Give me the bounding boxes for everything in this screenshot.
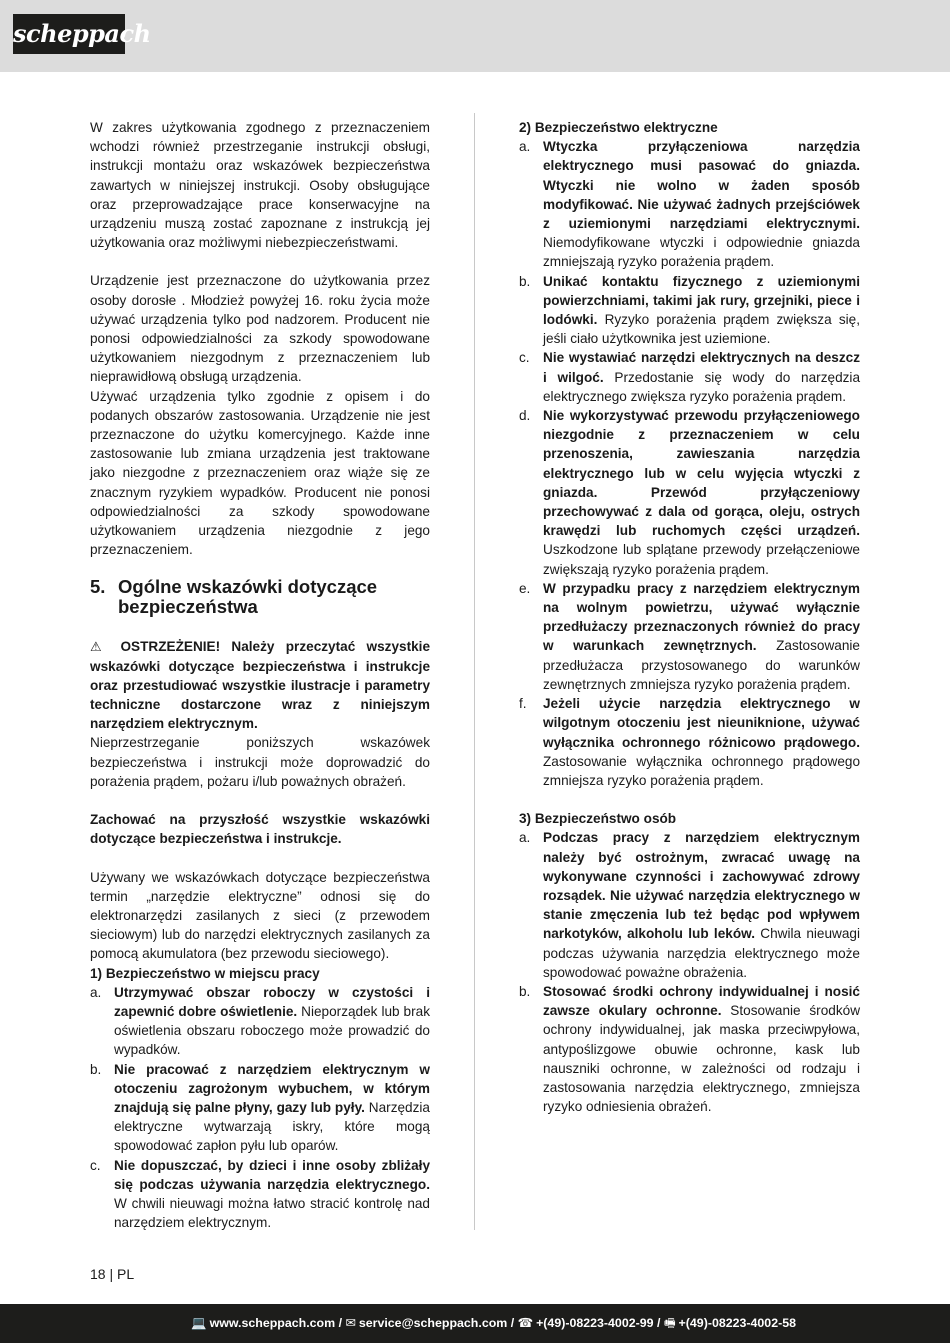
- list-item: [90, 1156, 430, 1233]
- list-item-explanation: Zastosowanie przedłużacza przystosowanego do warunków zewnętrznych zmniejsza ryzyko porażenia prądem.: [543, 638, 860, 692]
- mail-icon: ✉: [345, 1316, 356, 1330]
- list-item-bold: Nie wykorzystywać przewodu przyłączeniowego niezgodnie z przeznaczeniem w celu przenoszenia, zawieszania narzędzia elektrycznego lub w celu wyjęcia wtyczki z gniazda. Przewód przyłączeniowy przechowywać z dala od gorąca, oleju, ostrych krawędzi lub ruchomych części urządzeń.: [543, 408, 860, 539]
- list-item-text: [114, 1060, 430, 1156]
- section-title: Ogólne wskazówki dotyczące bezpieczeństwa: [118, 576, 378, 618]
- fax-icon: 🖷: [663, 1316, 676, 1330]
- list-item-label: b.: [519, 983, 531, 999]
- list-item-explanation: W chwili nieuwagi można łatwo stracić kontrolę nad narzędziem elektrycznym.: [114, 1195, 430, 1231]
- section-number: 5.: [90, 576, 106, 598]
- list-item-explanation: Przedostanie się wody do narzędzia elektrycznego zwiększa ryzyko porażenia prądem.: [543, 369, 861, 404]
- list-item-text: [114, 983, 430, 1060]
- computer-icon: 💻: [191, 1316, 207, 1330]
- right-column: [519, 118, 860, 1116]
- user-age-paragraph: Urządzenie jest przeznaczone do użytkowania przez osoby dorosłe . Młodzież powyżej 16. roku życia może używać urządzenia tylko pod nadzorem. Producent nie ponosi odpowiedzialności za szkody spowodowane użytkowaniem niezgodnym z przeznaczeniem lub nieprawidłową obsługą urządzenia.: [90, 273, 430, 385]
- list-item-label: f.: [519, 696, 527, 712]
- list-item-bold: W przypadku pracy z narzędziem elektrycznym na wolnym powietrzu, używać wyłącznie przedłużaczy przeznaczonych również do pracy w warunkach zewnętrznych.: [543, 580, 860, 654]
- separator: /: [335, 1316, 346, 1330]
- list-item-explanation: Ryzyko porażenia prądem zwiększa się, jeśli ciało użytkownika jest uziemione.: [543, 312, 860, 347]
- warning-text: Nieprzestrzeganie poniższych wskazówek bezpieczeństwa i instrukcji może doprowadzić do porażenia prądem, pożaru i/lub poważnych obrażeń.: [90, 735, 430, 789]
- list-item-label: a.: [519, 830, 531, 846]
- intended-use-paragraph: W zakres użytkowania zgodnego z przeznaczeniem wchodzi również przestrzeganie instrukcji obsługi, instrukcji montażu oraz wskazówek bezpieczeństwa zawartych w niniejszej instrukcji. Osoby obsługujące oraz przeprowadzające prace konserwacyjne na urządzeniu muszą zostać zapoznane z instrukcją jej użytkowania oraz możliwymi niebezpieczeństwami.: [90, 120, 430, 251]
- list-item-label: d.: [519, 408, 531, 424]
- list-item-text: [543, 137, 860, 271]
- list-item-explanation: Nieporządek lub brak oświetlenia obszaru roboczego może prowadzić do wypadków.: [114, 1003, 430, 1058]
- list-item-explanation: Zastosowanie wyłącznika ochronnego prądowego zmniejsza ryzyko porażenia prądem.: [543, 753, 860, 788]
- warning-block: [90, 637, 430, 733]
- list-item-label: b.: [90, 1061, 102, 1077]
- website-link[interactable]: www.scheppach.com: [209, 1316, 336, 1330]
- list-item: [519, 406, 860, 579]
- electrical-safety-list: [519, 137, 860, 790]
- list-item-bold: Nie dopuszczać, by dzieci i inne osoby zbliżały się podczas używania narzędzia elektrycznego.: [114, 1157, 430, 1192]
- scheppach-logo: scheppach: [13, 14, 125, 54]
- list-item: [519, 137, 860, 271]
- list-item-text: [543, 348, 860, 406]
- list-item-text: [543, 694, 860, 790]
- list-item-explanation: Uszkodzone lub splątane przewody przełączeniowe zwiększają ryzyko porażenia prądem.: [543, 542, 860, 577]
- list-item-label: a.: [519, 139, 531, 155]
- page-header: [0, 0, 950, 72]
- list-item-explanation: Narzędzia elektryczne wytwarzają iskry, które mogą spowodować zapłon pyłu lub oparów.: [114, 1099, 430, 1154]
- phone-icon: ☎: [517, 1316, 534, 1330]
- list-item-explanation: Niemodyfikowane wtyczki i odpowiednie gniazda zmniejszają ryzyko porażenia prądem.: [543, 235, 860, 270]
- column-divider: [474, 113, 475, 1230]
- phone-number: +(49)-08223-4002-99: [536, 1316, 654, 1330]
- personal-safety-list: [519, 828, 860, 1116]
- list-item-text: [543, 982, 860, 1116]
- page-footer-bar: [0, 1304, 950, 1343]
- keep-instructions-text: Zachować na przyszłość wszystkie wskazówki dotyczące bezpieczeństwa i instrukcje.: [90, 812, 430, 847]
- list-item-label: c.: [519, 350, 530, 366]
- list-item-bold: Stosować środki ochrony indywidualnej i nosić zawsze okulary ochronne.: [543, 983, 860, 1019]
- warning-triangle-icon: ⚠: [90, 639, 110, 655]
- list-item: [90, 983, 430, 1060]
- subsection-heading-workplace: 1) Bezpieczeństwo w miejscu pracy: [90, 965, 320, 981]
- list-item-text: [543, 406, 860, 579]
- separator: /: [507, 1316, 518, 1330]
- separator: /: [653, 1316, 664, 1330]
- warning-bold-text: OSTRZEŻENIE! Należy przeczytać wszystkie wskazówki dotyczące bezpieczeństwa i instrukcje oraz przestudiować wszystkie ilustracje i parametry techniczne dostarczone wraz z niniejszym narzędziem elektrycznym.: [90, 639, 431, 732]
- list-item-text: [114, 1156, 430, 1233]
- list-item-text: [543, 272, 860, 349]
- list-item-bold: Wtyczka przyłączeniowa narzędzia elektrycznego musi pasować do gniazda. Wtyczki nie wolno w żaden sposób modyfikować. Nie używać żadnych przejściówek z uziemionymi narzędziami elektrycznymi.: [543, 139, 860, 232]
- list-item-text: [543, 579, 860, 694]
- workplace-safety-list: [90, 983, 430, 1233]
- list-item-bold: Nie wystawiać narzędzi elektrycznych na deszcz i wilgoć.: [543, 350, 860, 385]
- list-item: [519, 694, 860, 790]
- page-number: 18 | PL: [90, 1266, 135, 1282]
- left-column: [90, 118, 430, 1232]
- list-item-bold: Podczas pracy z narzędziem elektrycznym należy być ostrożnym, zwracać uwagę na wykonywane czynności i zachowywać zdrowy rozsądek. Nie używać narzędzia elektrycznego w stanie zmęczenia lub też będąc pod wpływem narkotyków, alkoholu lub leków.: [543, 830, 860, 942]
- list-item: [90, 1060, 430, 1156]
- email-link[interactable]: service@scheppach.com: [358, 1316, 508, 1330]
- list-item-text: [543, 828, 860, 982]
- list-item-label: e.: [519, 580, 531, 596]
- commercial-use-paragraph: Używać urządzenia tylko zgodnie z opisem i do podanych obszarów zastosowania. Urządzenie nie jest przeznaczone do użytku komercyjnego. Każde inne zastosowanie lub zmiana urządzenia jest traktowane jako niezgodne z przeznaczeniem oraz wiąże się ze znacznym ryzykiem wypadków. Producent nie ponosi odpowiedzialności za szkody spowodowane użytkowaniem urządzenia niezgodnie z jego przeznaczeniem.: [90, 388, 430, 558]
- fax-number: +(49)-08223-4002-58: [678, 1316, 796, 1330]
- list-item-label: c.: [90, 1157, 101, 1173]
- list-item-explanation: Stosowanie środków ochrony indywidualnej, jak maska przeciwpyłowa, antypoślizgowe obuwie ochronne, kask lub nauszniki ochronne, w zależności od rodzaju i zastosowania narzędzia elektrycznego, zmniejsza ryzyko odniesienia obrażeń.: [543, 1003, 861, 1115]
- subsection-heading-personal: 3) Bezpieczeństwo osób: [519, 811, 677, 827]
- list-item: [519, 982, 860, 1116]
- term-definition-paragraph: Używany we wskazówkach dotyczące bezpieczeństwa termin „narzędzie elektryczne” odnosi się do elektronarzędzi zasilanych z sieci (z przewodem sieciowym) lub do narzędzi elektrycznych zasilanych za pomocą akumulatora (bez przewodu sieciowego).: [90, 869, 430, 962]
- list-item: [519, 348, 860, 406]
- list-item-bold: Unikać kontaktu fizycznego z uziemionymi powierzchniami, takimi jak rury, grzejniki, piece i lodówki.: [543, 273, 860, 328]
- list-item: [519, 579, 860, 694]
- list-item: [519, 828, 860, 982]
- list-item-bold: Nie pracować z narzędziem elektrycznym w otoczeniu zagrożonym wybuchem, w którym znajdują się palne płyny, gazy lub pyły.: [114, 1061, 430, 1115]
- list-item-bold: Jeżeli użycie narzędzia elektrycznego w wilgotnym otoczeniu jest nieuniknione, używać wyłącznika ochronnego różnicowo prądowego.: [543, 696, 860, 750]
- subsection-heading-electrical: 2) Bezpieczeństwo elektryczne: [519, 120, 718, 135]
- section-heading: [90, 577, 430, 617]
- list-item-label: b.: [519, 273, 531, 289]
- list-item: [519, 272, 860, 349]
- list-item-label: a.: [90, 984, 102, 1000]
- list-item-explanation: Chwila nieuwagi podczas używania narzędzia elektrycznego może spowodować poważne obrażenia.: [543, 926, 860, 980]
- list-item-bold: Utrzymywać obszar roboczy w czystości i zapewnić dobre oświetlenie.: [114, 984, 430, 1019]
